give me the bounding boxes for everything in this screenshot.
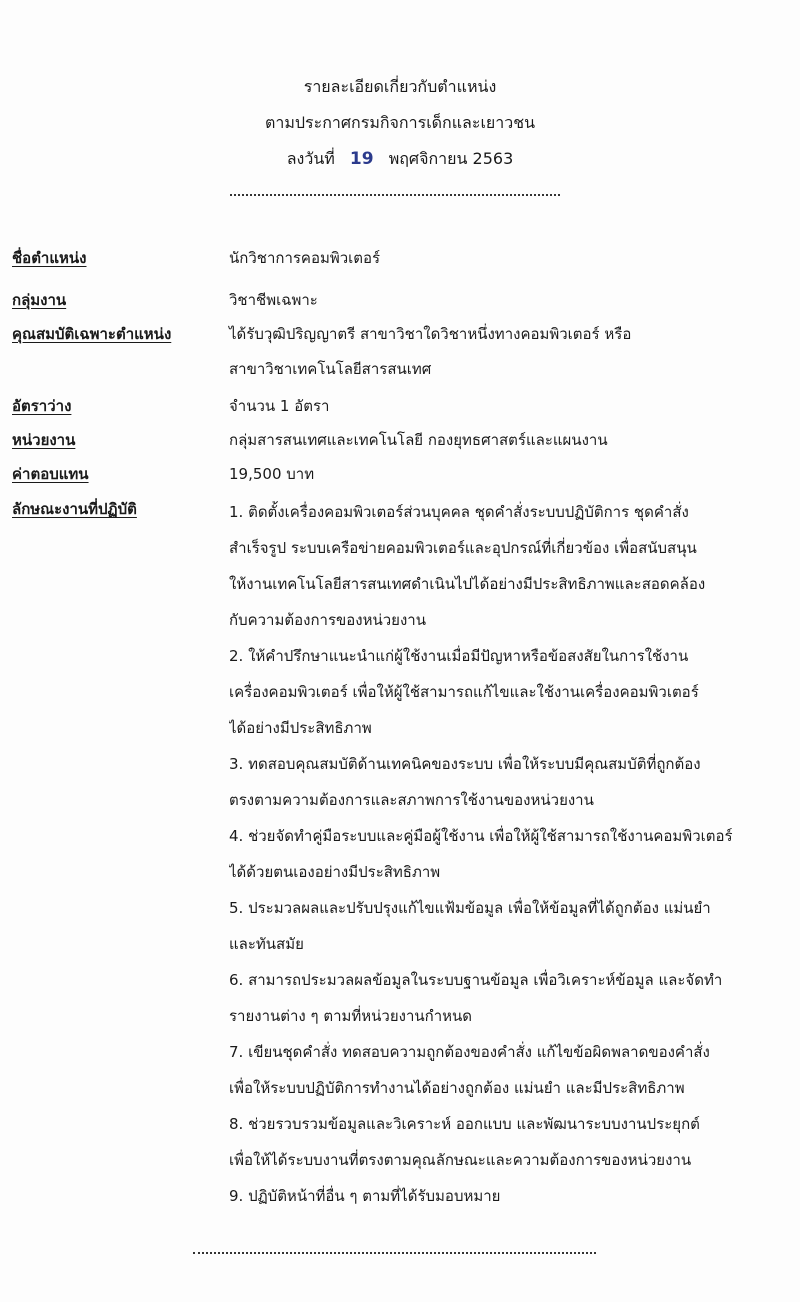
duty-line: 6. สามารถประมวลผลข้อมูลในระบบฐานข้อมูล เพื่อวิเคราะห์ข้อมูล และจัดทำ [229,971,723,989]
duties-label: ลักษณะงานที่ปฏิบัติ [12,500,137,518]
qualification-value-line1: ได้รับวุฒิปริญญาตรี สาขาวิชาใดวิชาหนึ่งทางคอมพิวเตอร์ หรือ [229,325,632,343]
duty-line: ตรงตามความต้องการและสภาพการใช้งานของหน่วยงาน [229,791,594,809]
duty-line: เพื่อให้ระบบปฏิบัติการทำงานได้อย่างถูกต้อง แม่นยำ และมีประสิทธิภาพ [229,1079,685,1097]
header-date [0,142,800,176]
duty-line: 7. เขียนชุดคำสั่ง ทดสอบความถูกต้องของคำสั่ง แก้ไขข้อผิดพลาดของคำสั่ง [229,1043,710,1061]
position-label: ชื่อตำแหน่ง [12,249,87,267]
duty-line: 3. ทดสอบคุณสมบัติด้านเทคนิคของระบบ เพื่อให้ระบบมีคุณสมบัติที่ถูกต้อง [229,755,701,773]
date-prefix: ลงวันที่ [286,149,335,168]
header-title: รายละเอียดเกี่ยวกับตำแหน่ง [303,77,497,96]
duty-line: สำเร็จรูป ระบบเครือข่ายคอมพิวเตอร์และอุปกรณ์ที่เกี่ยวข้อง เพื่อสนับสนุน [229,539,697,557]
vacancy-label: อัตราว่าง [12,397,72,415]
unit-value: กลุ่มสารสนเทศและเทคโนโลยี กองยุทธศาสตร์และแผนงาน [229,431,608,449]
position-value: นักวิชาการคอมพิวเตอร์ [229,249,381,267]
duty-line: 8. ช่วยรวบรวมข้อมูลและวิเคราะห์ ออกแบบ และพัฒนาระบบงานประยุกต์ [229,1115,700,1133]
qualification-label: คุณสมบัติเฉพาะตำแหน่ง [12,325,172,343]
group-value: วิชาชีพเฉพาะ [229,291,318,309]
compensation-value: 19,500 บาท [229,465,315,483]
top-dotted-separator [230,194,560,196]
duty-line: 1. ติดตั้งเครื่องคอมพิวเตอร์ส่วนบุคคล ชุดคำสั่งระบบปฏิบัติการ ชุดคำสั่ง [229,503,689,521]
unit-label: หน่วยงาน [12,431,76,449]
duty-line: เครื่องคอมพิวเตอร์ เพื่อให้ผู้ใช้สามารถแก้ไขและใช้งานเครื่องคอมพิวเตอร์ [229,683,699,701]
header-announcement: ตามประกาศกรมกิจการเด็กและเยาวชน [264,113,536,132]
vacancy-value: จำนวน 1 อัตรา [229,397,330,415]
duties-list [229,494,777,1214]
bottom-dotted-separator [193,1252,596,1254]
duty-line: 9. ปฏิบัติหน้าที่อื่น ๆ ตามที่ได้รับมอบหมาย [229,1187,501,1205]
duty-line: รายงานต่าง ๆ ตามที่หน่วยงานกำหนด [229,1007,473,1025]
compensation-label: ค่าตอบแทน [12,465,89,483]
duty-line: 5. ประมวลผลและปรับปรุงแก้ไขแฟ้มข้อมูล เพื่อให้ข้อมูลที่ได้ถูกต้อง แม่นยำ [229,899,711,917]
duty-line: ให้งานเทคโนโลยีสารสนเทศดำเนินไปได้อย่างมีประสิทธิภาพและสอดคล้อง [229,575,706,593]
group-label: กลุ่มงาน [12,291,67,309]
duty-line: ได้อย่างมีประสิทธิภาพ [229,719,372,737]
duty-line: และทันสมัย [229,935,304,953]
duty-line: 4. ช่วยจัดทำคู่มือระบบและคู่มือผู้ใช้งาน เพื่อให้ผู้ใช้สามารถใช้งานคอมพิวเตอร์ [229,827,733,845]
duty-line: ได้ด้วยตนเองอย่างมีประสิทธิภาพ [229,863,441,881]
duty-line: เพื่อให้ได้ระบบงานที่ตรงตามคุณลักษณะและความต้องการของหน่วยงาน [229,1151,692,1169]
duty-line: 2. ให้คำปรึกษาแนะนำแก่ผู้ใช้งานเมื่อมีปัญหาหรือข้อสงสัยในการใช้งาน [229,647,689,665]
date-month-year: พฤศจิกายน 2563 [388,149,514,168]
date-day-handwritten: 19 [349,149,374,169]
qualification-value-line2: สาขาวิชาเทคโนโลยีสารสนเทศ [229,360,432,378]
duty-line: กับความต้องการของหน่วยงาน [229,611,426,629]
